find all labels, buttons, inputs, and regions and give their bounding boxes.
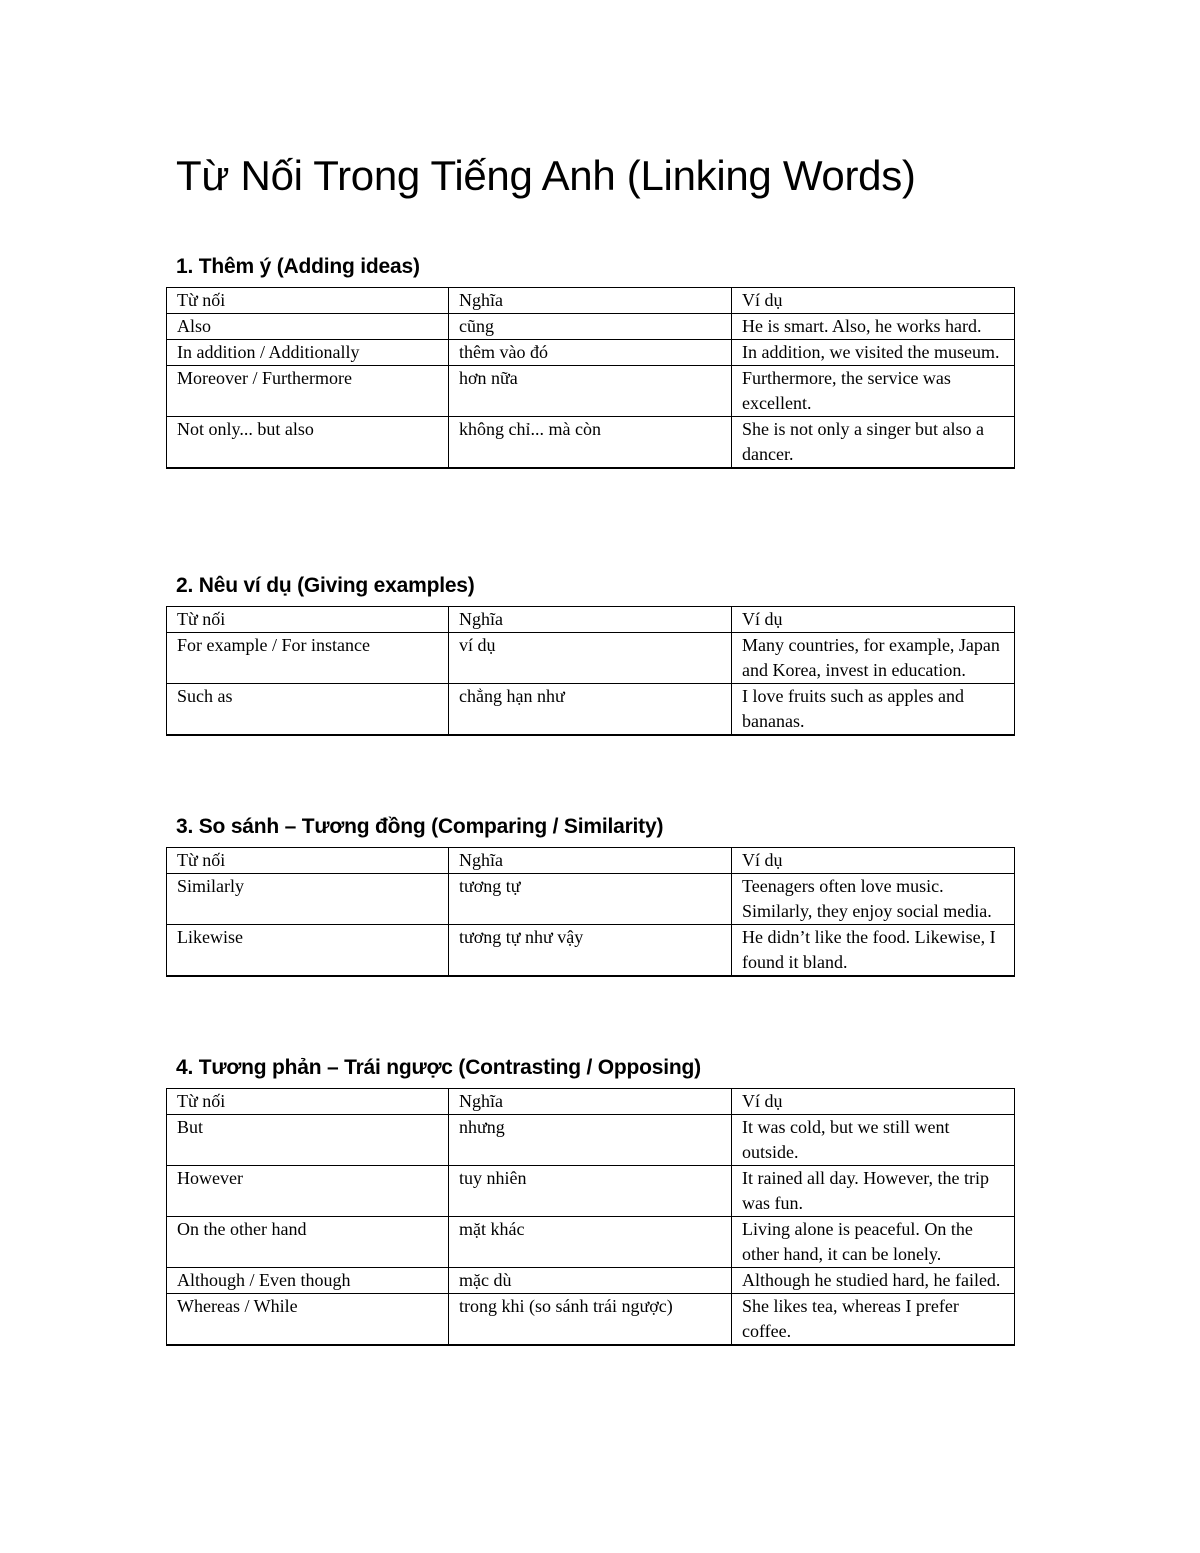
table-row [167, 1115, 1015, 1166]
table-row [167, 1166, 1015, 1217]
table-row [167, 1294, 1015, 1346]
linking-word-cell: Such as [167, 684, 449, 736]
table-row [167, 314, 1015, 340]
column-header-meaning: Nghĩa [449, 848, 732, 874]
table-row [167, 925, 1015, 977]
meaning-cell: tương tự như vậy [449, 925, 732, 977]
column-header-linking-word: Từ nối [167, 848, 449, 874]
linking-word-cell: Likewise [167, 925, 449, 977]
linking-word-cell: For example / For instance [167, 633, 449, 684]
meaning-cell: không chỉ... mà còn [449, 417, 732, 469]
example-cell: In addition, we visited the museum. [732, 340, 1015, 366]
column-header-example: Ví dụ [732, 848, 1015, 874]
column-header-linking-word: Từ nối [167, 288, 449, 314]
linking-word-cell: However [167, 1166, 449, 1217]
example-cell: Living alone is peaceful. On the other hand, it can be lonely. [732, 1217, 1015, 1268]
meaning-cell: tương tự [449, 874, 732, 925]
linking-words-table [166, 287, 1015, 469]
linking-word-cell: Although / Even though [167, 1268, 449, 1294]
linking-words-table [166, 1088, 1015, 1346]
section-heading: 3. So sánh – Tương đồng (Comparing / Similarity) [176, 815, 664, 838]
section-giving-examples [166, 572, 1014, 736]
linking-word-cell: Similarly [167, 874, 449, 925]
table-row [167, 417, 1015, 469]
example-cell: Although he studied hard, he failed. [732, 1268, 1015, 1294]
column-header-linking-word: Từ nối [167, 1089, 449, 1115]
section-heading: 4. Tương phản – Trái ngược (Contrasting / Opposing) [176, 1056, 701, 1079]
column-header-example: Ví dụ [732, 1089, 1015, 1115]
section-contrasting-opposing [166, 1054, 1014, 1346]
column-header-meaning: Nghĩa [449, 1089, 732, 1115]
table-row [167, 340, 1015, 366]
example-cell: Furthermore, the service was excellent. [732, 366, 1015, 417]
meaning-cell: mặt khác [449, 1217, 732, 1268]
linking-word-cell: In addition / Additionally [167, 340, 449, 366]
meaning-cell: hơn nữa [449, 366, 732, 417]
linking-word-cell: But [167, 1115, 449, 1166]
meaning-cell: thêm vào đó [449, 340, 732, 366]
meaning-cell: mặc dù [449, 1268, 732, 1294]
example-cell: It was cold, but we still went outside. [732, 1115, 1015, 1166]
table-header-row [167, 848, 1015, 874]
table-header-row [167, 288, 1015, 314]
example-cell: I love fruits such as apples and bananas. [732, 684, 1015, 736]
meaning-cell: nhưng [449, 1115, 732, 1166]
linking-words-table [166, 847, 1015, 977]
example-cell: He is smart. Also, he works hard. [732, 314, 1015, 340]
meaning-cell: trong khi (so sánh trái ngược) [449, 1294, 732, 1346]
table-row [167, 684, 1015, 736]
meaning-cell: tuy nhiên [449, 1166, 732, 1217]
example-cell: He didn’t like the food. Likewise, I found it bland. [732, 925, 1015, 977]
table-row [167, 633, 1015, 684]
section-comparing-similarity [166, 813, 1014, 977]
example-cell: She is not only a singer but also a dancer. [732, 417, 1015, 469]
column-header-linking-word: Từ nối [167, 607, 449, 633]
linking-word-cell: Not only... but also [167, 417, 449, 469]
linking-word-cell: On the other hand [167, 1217, 449, 1268]
meaning-cell: ví dụ [449, 633, 732, 684]
example-cell: She likes tea, whereas I prefer coffee. [732, 1294, 1015, 1346]
meaning-cell: cũng [449, 314, 732, 340]
section-heading: 2. Nêu ví dụ (Giving examples) [176, 574, 475, 597]
example-cell: Teenagers often love music. Similarly, they enjoy social media. [732, 874, 1015, 925]
column-header-example: Ví dụ [732, 288, 1015, 314]
example-cell: It rained all day. However, the trip was fun. [732, 1166, 1015, 1217]
linking-word-cell: Moreover / Furthermore [167, 366, 449, 417]
table-header-row [167, 1089, 1015, 1115]
table-row [167, 1217, 1015, 1268]
table-row [167, 366, 1015, 417]
column-header-meaning: Nghĩa [449, 288, 732, 314]
table-row [167, 874, 1015, 925]
column-header-example: Ví dụ [732, 607, 1015, 633]
linking-word-cell: Also [167, 314, 449, 340]
table-header-row [167, 607, 1015, 633]
linking-word-cell: Whereas / While [167, 1294, 449, 1346]
meaning-cell: chẳng hạn như [449, 684, 732, 736]
document-title: Từ Nối Trong Tiếng Anh (Linking Words) [176, 152, 916, 199]
section-heading: 1. Thêm ý (Adding ideas) [176, 255, 420, 278]
column-header-meaning: Nghĩa [449, 607, 732, 633]
example-cell: Many countries, for example, Japan and Korea, invest in education. [732, 633, 1015, 684]
linking-words-table [166, 606, 1015, 736]
table-row [167, 1268, 1015, 1294]
section-adding-ideas [166, 253, 1014, 469]
